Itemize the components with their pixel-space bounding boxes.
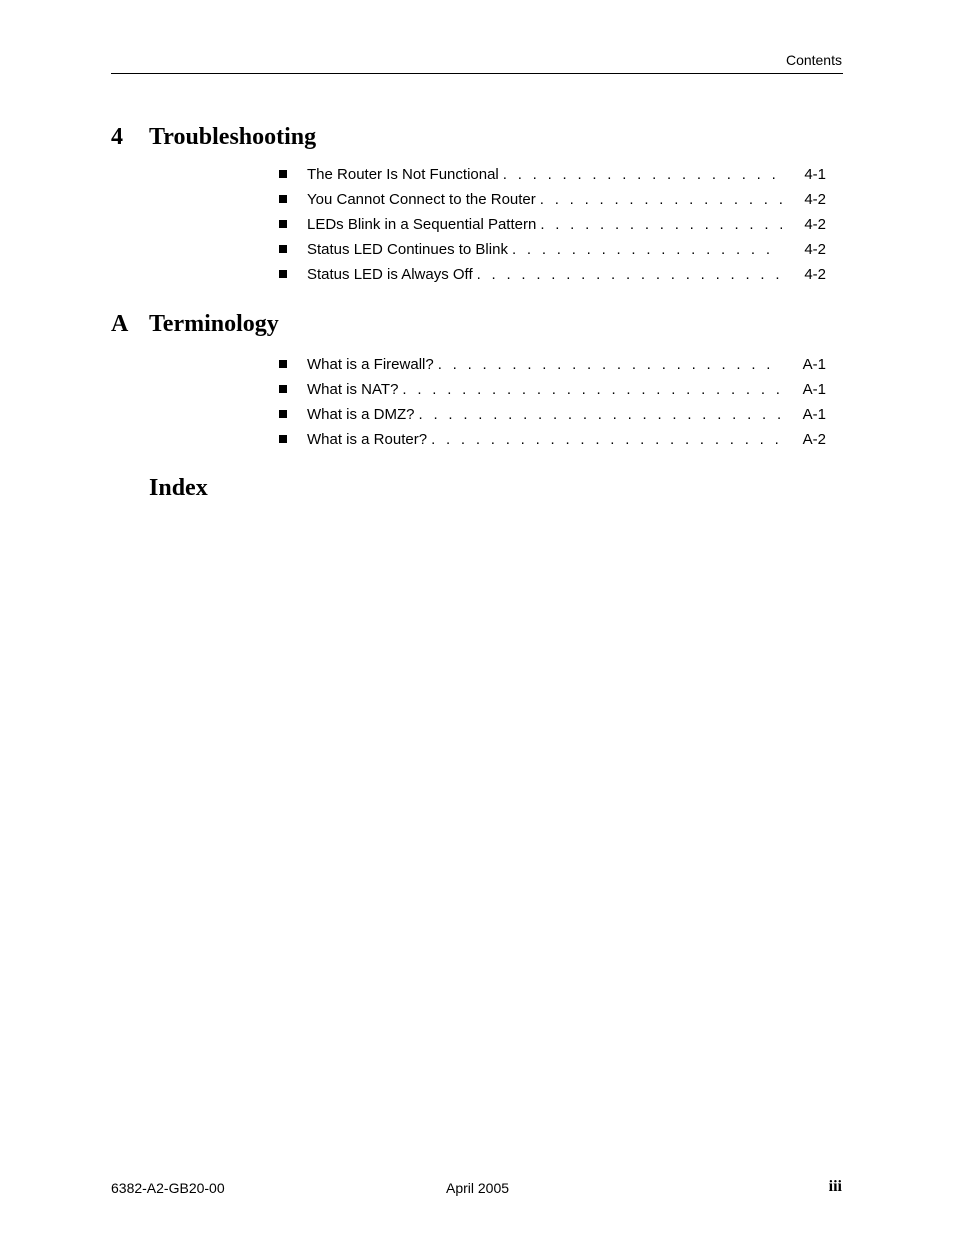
dot-leader [438,356,781,373]
dot-leader [419,406,781,423]
toc-entry-title: What is NAT? [307,381,399,398]
footer-date: April 2005 [446,1180,510,1196]
footer-page-number: iii [828,1178,842,1195]
toc-entry-page: A-1 [802,406,826,423]
square-bullet-icon [279,170,287,178]
toc-entry[interactable] [279,241,826,266]
toc-entry[interactable] [279,166,826,191]
toc-entry-title: LEDs Blink in a Sequential Pattern [307,216,537,233]
section-terminology [111,311,843,456]
dot-leader [503,166,783,183]
square-bullet-icon [279,435,287,443]
toc-entry[interactable] [279,431,826,456]
toc-entry[interactable] [279,381,826,406]
toc-entry-page: 4-2 [804,266,826,283]
running-header: Contents [785,52,842,68]
toc-entry[interactable] [279,406,826,431]
toc-entry-title: What is a Router? [307,431,428,448]
toc-entry-page: 4-2 [804,241,826,258]
footer-doc-number: 6382-A2-GB20-00 [111,1180,225,1196]
toc-entry-title: What is a Firewall? [307,356,434,373]
toc-entry[interactable] [279,191,826,216]
dot-leader [431,431,781,448]
section-index [111,475,843,505]
toc-entry-title: What is a DMZ? [307,406,415,423]
toc-entry-list [279,356,826,456]
section-number: 4 [111,124,123,150]
toc-entry-page: A-1 [802,356,826,373]
section-heading [111,475,843,505]
section-heading [111,124,843,154]
dot-leader [402,381,780,398]
square-bullet-icon [279,360,287,368]
section-title: Troubleshooting [149,124,317,150]
toc-entry-title: Status LED is Always Off [307,266,473,283]
toc-entry-page: A-2 [802,431,826,448]
section-number: A [111,311,129,337]
toc-entry[interactable] [279,216,826,241]
toc-entry-page: 4-2 [804,191,826,208]
dot-leader [540,216,782,233]
square-bullet-icon [279,220,287,228]
section-title: Index [149,475,208,501]
square-bullet-icon [279,385,287,393]
section-title: Terminology [149,311,279,337]
square-bullet-icon [279,245,287,253]
section-troubleshooting [111,124,843,291]
square-bullet-icon [279,270,287,278]
dot-leader [512,241,782,258]
toc-entry-page: A-1 [802,381,826,398]
toc-entry-title: You Cannot Connect to the Router [307,191,536,208]
section-heading [111,311,843,341]
toc-entry-title: Status LED Continues to Blink [307,241,508,258]
toc-entry[interactable] [279,266,826,291]
dot-leader [477,266,783,283]
dot-leader [540,191,783,208]
toc-entry[interactable] [279,356,826,381]
toc-entry-page: 4-2 [804,216,826,233]
toc-entry-list [279,166,826,291]
square-bullet-icon [279,195,287,203]
toc-entry-title: The Router Is Not Functional [307,166,499,183]
header-rule [111,73,843,74]
square-bullet-icon [279,410,287,418]
toc-entry-page: 4-1 [804,166,826,183]
